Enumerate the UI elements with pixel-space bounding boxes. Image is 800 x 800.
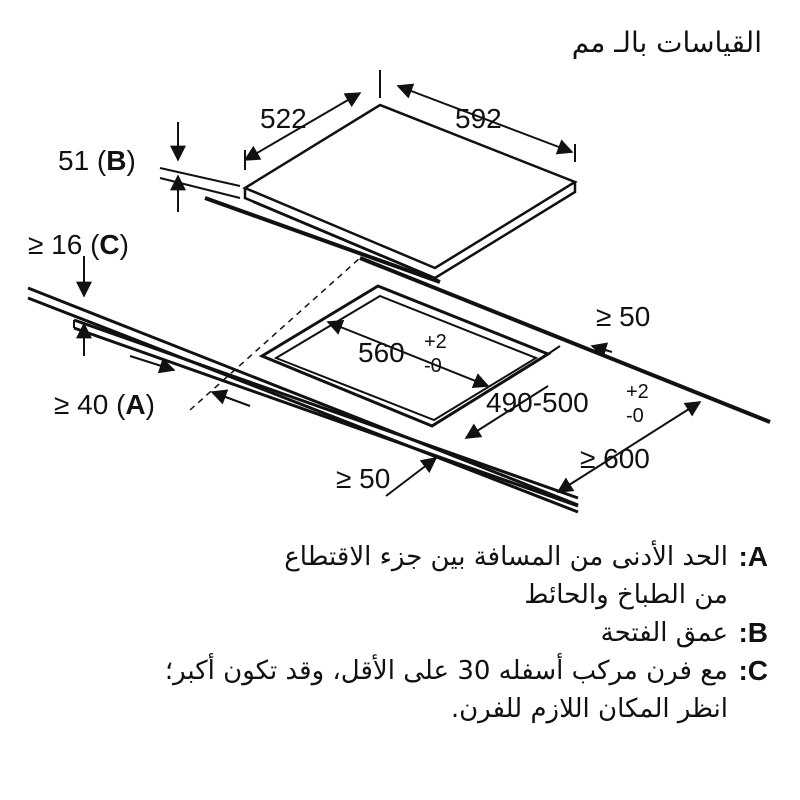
label-560-plus: +2 bbox=[424, 331, 447, 353]
legend-item-a bbox=[150, 538, 768, 614]
label-490-minus: -0 bbox=[626, 405, 644, 427]
legend-text-c-1: مع فرن مركب أسفله 30 على الأقل، وقد تكون أكبر؛ bbox=[164, 656, 728, 686]
countertop bbox=[28, 258, 770, 512]
units-title: القياسات بالـ مم bbox=[571, 26, 762, 59]
legend-key-c: C: bbox=[738, 655, 768, 686]
label-40-a: ≥ 40 (A) bbox=[54, 389, 155, 420]
label-51-b: 51 (B) bbox=[58, 145, 136, 176]
legend-text-c-2: انظر المكان اللازم للفرن. bbox=[450, 694, 728, 724]
legend-item-b bbox=[150, 614, 768, 652]
legend-text-a-2: من الطباخ والحائط bbox=[524, 580, 728, 610]
label-560: 560 bbox=[358, 337, 405, 368]
legend-text-a-1: الحد الأدنى من المسافة بين جزء الاقتطاع bbox=[284, 542, 728, 572]
label-min-front-50: ≥ 50 bbox=[336, 463, 391, 494]
legend-text-b-1: عمق الفتحة bbox=[600, 618, 728, 648]
label-560-minus: -0 bbox=[424, 355, 442, 377]
legend-key-b: B: bbox=[738, 617, 768, 648]
label-490-plus: +2 bbox=[626, 381, 649, 403]
label-min-600: ≥ 600 bbox=[580, 443, 650, 474]
legend bbox=[150, 538, 768, 728]
label-592: 592 bbox=[455, 103, 502, 134]
label-522: 522 bbox=[260, 103, 307, 134]
label-490-500: 490-500 bbox=[486, 387, 589, 418]
label-16-c: ≥ 16 (C) bbox=[28, 229, 129, 260]
label-min-back-50: ≥ 50 bbox=[596, 301, 651, 332]
legend-item-c bbox=[150, 652, 768, 728]
legend-key-a: A: bbox=[738, 541, 768, 572]
